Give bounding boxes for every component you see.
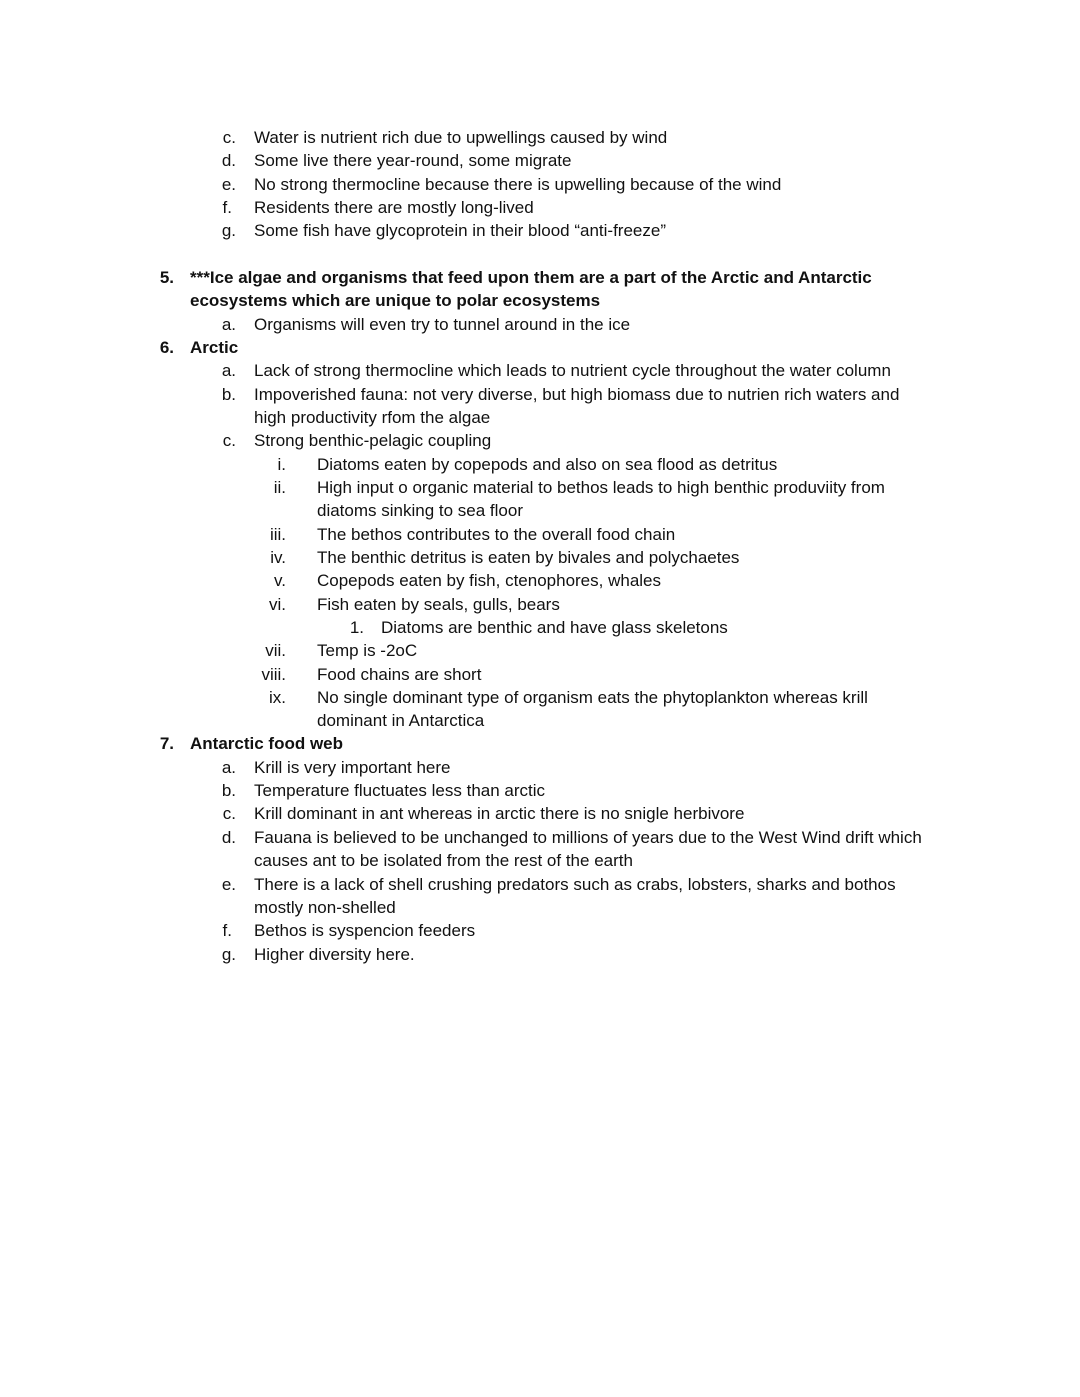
section-title: Arctic	[190, 338, 239, 357]
list-text: Impoverished fauna: not very diverse, but high biomass due to nutrien rich waters and	[254, 385, 900, 404]
list-marker: c.	[222, 804, 236, 823]
list-text: Krill is very important here	[254, 758, 451, 777]
list-text: Strong benthic-pelagic coupling	[254, 431, 492, 450]
list-marker: f.	[222, 198, 232, 217]
list-marker: e.	[221, 175, 236, 194]
list-text: Lack of strong thermocline which leads to nutrient cycle throughout the water column	[254, 361, 891, 380]
section-number: 6.	[159, 338, 174, 357]
list-text: Diatoms are benthic and have glass skeletons	[381, 618, 728, 637]
list-marker: v.	[274, 571, 286, 590]
list-text: mostly non-shelled	[254, 898, 396, 917]
list-text: There is a lack of shell crushing predators such as crabs, lobsters, sharks and bothos	[254, 875, 896, 894]
list-marker: ii.	[273, 478, 286, 497]
list-text: Krill dominant in ant whereas in arctic there is no snigle herbivore	[254, 804, 745, 823]
list-text: Fauana is believed to be unchanged to millions of years due to the West Wind drift which	[254, 828, 922, 847]
list-text: Temperature fluctuates less than arctic	[254, 781, 546, 800]
list-marker: c.	[222, 431, 236, 450]
list-marker: i.	[277, 455, 286, 474]
list-marker: d.	[221, 828, 236, 847]
list-text: Temp is -2oC	[317, 641, 418, 660]
list-marker: ix.	[269, 688, 286, 707]
list-marker: a.	[221, 361, 236, 380]
list-marker: vi.	[269, 595, 286, 614]
list-marker: g.	[221, 945, 236, 964]
list-text: Copepods eaten by fish, ctenophores, whales	[317, 571, 662, 590]
list-marker: iv.	[270, 548, 286, 567]
list-text: Food chains are short	[317, 665, 482, 684]
list-text: dominant in Antarctica	[317, 711, 485, 730]
list-text: Diatoms eaten by copepods and also on sea flood as detritus	[317, 455, 778, 474]
section-title: Antarctic food web	[190, 734, 344, 753]
list-marker: vii.	[265, 641, 286, 660]
list-text: Water is nutrient rich due to upwellings caused by wind	[254, 128, 668, 147]
section-number: 7.	[159, 734, 174, 753]
list-text: Residents there are mostly long-lived	[254, 198, 534, 217]
list-marker: e.	[221, 875, 236, 894]
list-text: Some fish have glycoprotein in their blood “anti-freeze”	[254, 221, 666, 240]
list-text: No strong thermocline because there is upwelling because of the wind	[254, 175, 782, 194]
section-title: ecosystems which are unique to polar ecosystems	[190, 291, 601, 310]
list-marker: iii.	[269, 525, 286, 544]
list-marker: 1.	[349, 618, 364, 637]
list-text: The benthic detritus is eaten by bivales and polychaetes	[317, 548, 740, 567]
section-title: ***Ice algae and organisms that feed upon them are a part of the Arctic and Antarctic	[190, 268, 872, 287]
list-text: Higher diversity here.	[254, 945, 415, 964]
list-marker: b.	[221, 781, 236, 800]
section-number: 5.	[159, 268, 174, 287]
list-text: causes ant to be isolated from the rest of the earth	[254, 851, 633, 870]
list-text: No single dominant type of organism eats the phytoplankton whereas krill	[317, 688, 868, 707]
list-text: Fish eaten by seals, gulls, bears	[317, 595, 560, 614]
list-marker: a.	[221, 758, 236, 777]
list-marker: b.	[221, 385, 236, 404]
list-marker: a.	[221, 315, 236, 334]
list-marker: d.	[221, 151, 236, 170]
list-text: Organisms will even try to tunnel around in the ice	[254, 315, 631, 334]
list-text: High input o organic material to bethos leads to high benthic produviity from	[317, 478, 885, 497]
list-text: high productivity rfom the algae	[254, 408, 491, 427]
list-marker: f.	[222, 921, 232, 940]
list-text: Some live there year-round, some migrate	[254, 151, 572, 170]
list-marker: g.	[221, 221, 236, 240]
list-text: Bethos is syspencion feeders	[254, 921, 476, 940]
list-text: diatoms sinking to sea floor	[317, 501, 523, 520]
list-marker: viii.	[261, 665, 286, 684]
list-marker: c.	[222, 128, 236, 147]
list-text: The bethos contributes to the overall food chain	[317, 525, 676, 544]
